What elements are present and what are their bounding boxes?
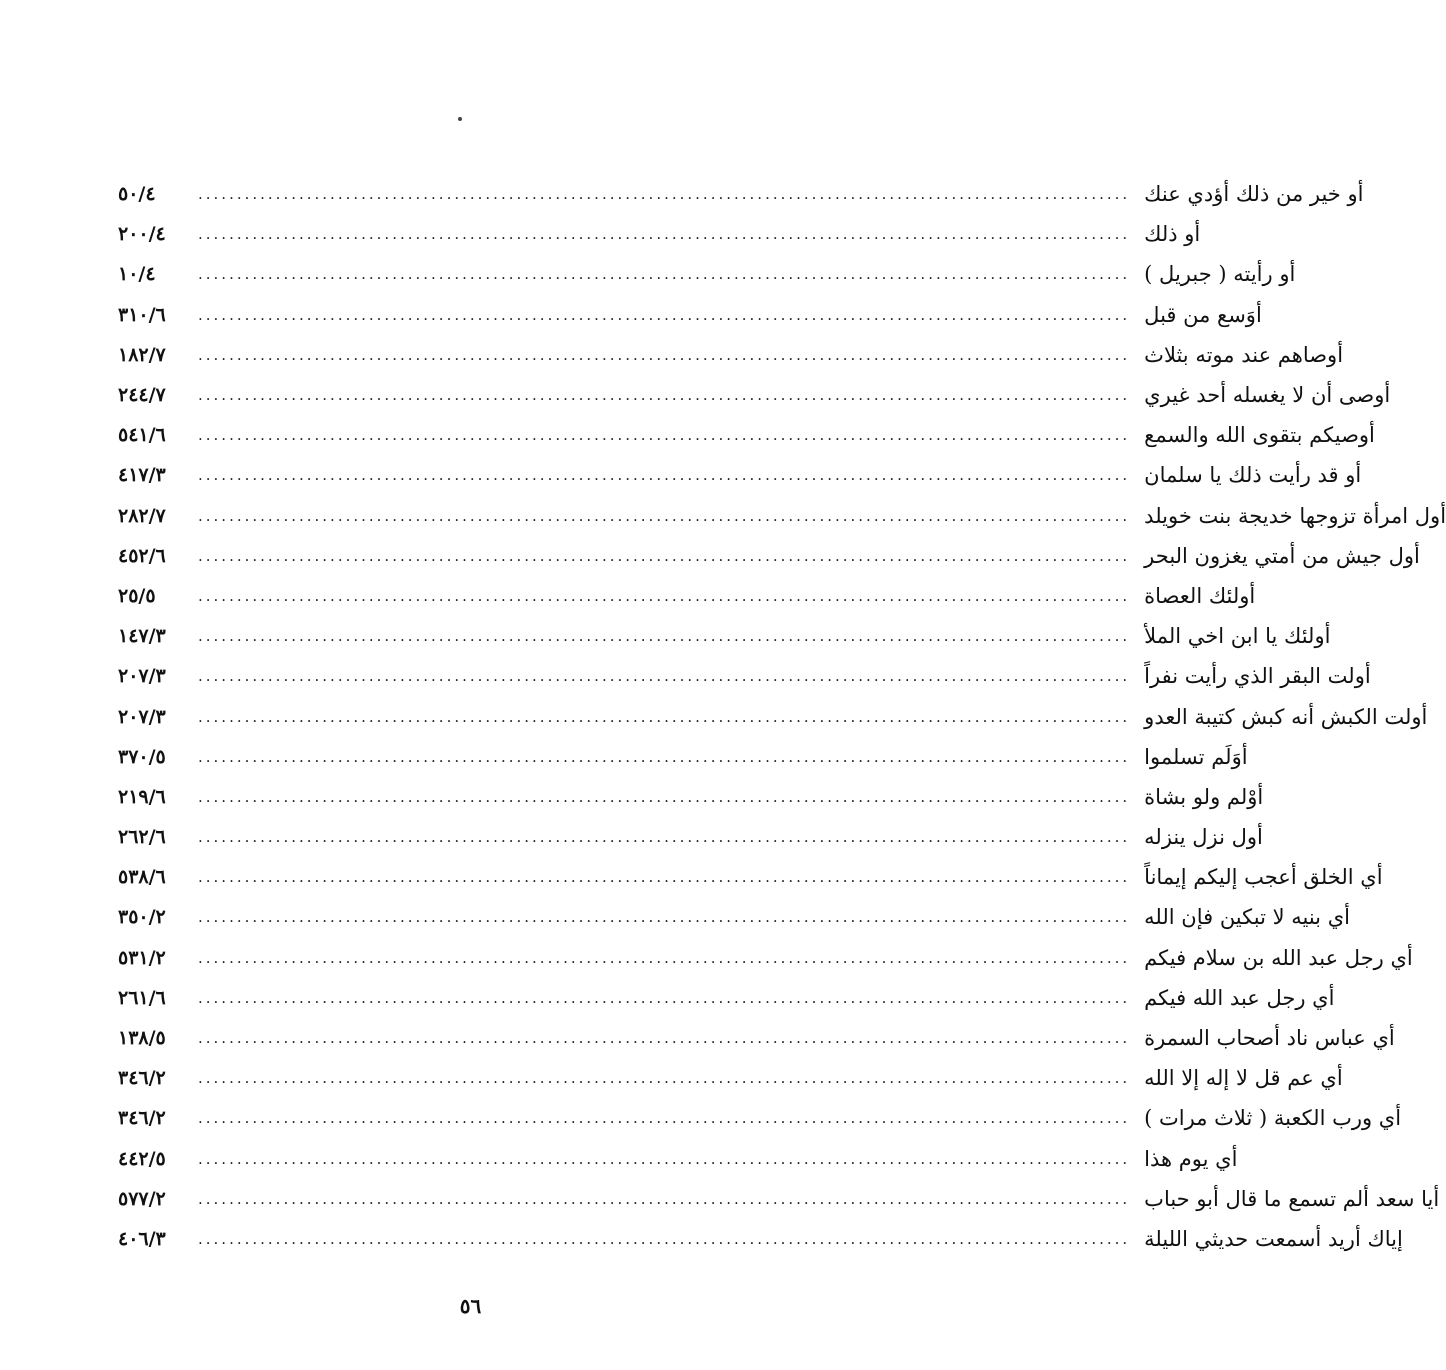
entry-text: أولت الكبش أنه كبش كتيبة العدو bbox=[1144, 704, 1428, 729]
entry-reference: ٢٠٠/٤ bbox=[118, 223, 166, 246]
entry-text: أي رجل عبد الله بن سلام فيكم bbox=[1144, 945, 1413, 970]
index-entry bbox=[118, 857, 1383, 897]
dot-leader: ........................................................................................................................ bbox=[198, 225, 1131, 244]
dot-leader: ........................................................................................................................ bbox=[198, 586, 1131, 605]
dot-leader: ........................................................................................................................ bbox=[198, 1069, 1131, 1088]
entry-text: أول جيش من أمتي يغزون البحر bbox=[1144, 543, 1420, 568]
entry-reference: ٢٦٢/٦ bbox=[118, 826, 166, 849]
entry-reference: ٢٦١/٦ bbox=[118, 986, 166, 1009]
entry-text: أو ذلك bbox=[1144, 222, 1201, 247]
entry-reference: ٤١٧/٣ bbox=[118, 464, 166, 487]
entry-reference: ٢٨٢/٧ bbox=[118, 504, 166, 527]
index-entry bbox=[118, 576, 1256, 616]
dot-leader: ........................................................................................................................ bbox=[198, 707, 1131, 726]
entry-text: أوصى أن لا يغسله أحد غيري bbox=[1144, 383, 1391, 408]
entry-reference: ٤٤٢/٥ bbox=[118, 1147, 166, 1170]
dot-leader: ........................................................................................................................ bbox=[198, 747, 1131, 766]
entry-reference: ٢٠٧/٣ bbox=[118, 705, 166, 728]
entry-text: أي رجل عبد الله فيكم bbox=[1144, 985, 1335, 1010]
index-entry bbox=[118, 375, 1391, 415]
entry-text: أوصاهم عند موته بثلاث bbox=[1144, 342, 1344, 367]
entry-text: أيا سعد ألم تسمع ما قال أبو حباب bbox=[1144, 1186, 1440, 1211]
dot-leader: ........................................................................................................................ bbox=[198, 1229, 1131, 1248]
dot-leader: ........................................................................................................................ bbox=[198, 426, 1131, 445]
entry-reference: ١٣٨/٥ bbox=[118, 1027, 166, 1050]
entry-text: أوَسع من قبل bbox=[1144, 302, 1262, 327]
entry-reference: ١٤٧/٣ bbox=[118, 625, 166, 648]
entry-text: أي الخلق أعجب إليكم إيماناً bbox=[1144, 865, 1383, 890]
entry-text: أول نزل ينزله bbox=[1144, 825, 1263, 850]
entry-reference: ٥٣٨/٦ bbox=[118, 866, 166, 889]
dot-leader: ........................................................................................................................ bbox=[198, 506, 1131, 525]
entry-text: أوصيكم بتقوى الله والسمع bbox=[1144, 423, 1375, 448]
index-entry bbox=[118, 897, 1350, 937]
dot-leader: ........................................................................................................................ bbox=[198, 1149, 1131, 1168]
index-list bbox=[118, 174, 1446, 1259]
index-entry bbox=[118, 656, 1371, 696]
entry-text: أي عم قل لا إله إلا الله bbox=[1144, 1066, 1343, 1091]
entry-text: أي بنيه لا تبكين فإن الله bbox=[1144, 905, 1350, 930]
index-entry bbox=[118, 1018, 1395, 1058]
entry-text: أو قد رأيت ذلك يا سلمان bbox=[1144, 463, 1362, 488]
dot-leader: ........................................................................................................................ bbox=[198, 988, 1131, 1007]
entry-text: أو رأيته ( جبريل ) bbox=[1144, 262, 1296, 287]
entry-text: أو خير من ذلك أؤدي عنك bbox=[1144, 182, 1364, 207]
index-entry bbox=[118, 1058, 1343, 1098]
dot-leader: ........................................................................................................................ bbox=[198, 305, 1131, 324]
entry-reference: ٢٥/٥ bbox=[118, 584, 156, 607]
entry-text: إياك أريد أسمعت حديثي الليلة bbox=[1144, 1226, 1403, 1251]
entry-reference: ٣١٠/٦ bbox=[118, 303, 166, 326]
entry-text: أوْلم ولو بشاة bbox=[1144, 784, 1264, 809]
entry-reference: ٣٧٠/٥ bbox=[118, 745, 166, 768]
entry-reference: ٤٠٦/٣ bbox=[118, 1227, 166, 1250]
entry-text: أولئك يا ابن اخي الملأ bbox=[1144, 624, 1331, 649]
entry-reference: ٥٣١/٢ bbox=[118, 946, 166, 969]
entry-reference: ٥٤١/٦ bbox=[118, 424, 166, 447]
dot-leader: ........................................................................................................................ bbox=[198, 787, 1131, 806]
index-entry bbox=[118, 254, 1296, 294]
entry-text: أولت البقر الذي رأيت نفراً bbox=[1144, 664, 1371, 689]
dot-leader: ........................................................................................................................ bbox=[198, 868, 1131, 887]
dot-leader: ........................................................................................................................ bbox=[198, 667, 1131, 686]
index-entry bbox=[118, 737, 1248, 777]
entry-reference: ٢١٩/٦ bbox=[118, 785, 166, 808]
page-number: ٥٦ bbox=[459, 1294, 482, 1318]
entry-reference: ٥٠/٤ bbox=[118, 183, 156, 206]
index-entry bbox=[118, 978, 1335, 1018]
index-entry bbox=[118, 1098, 1402, 1138]
index-entry bbox=[118, 1219, 1403, 1259]
index-entry bbox=[118, 295, 1262, 335]
dot-leader: ........................................................................................................................ bbox=[198, 265, 1131, 284]
index-entry bbox=[118, 777, 1264, 817]
dot-leader: ........................................................................................................................ bbox=[198, 908, 1131, 927]
entry-reference: ٣٤٦/٢ bbox=[118, 1067, 166, 1090]
entry-reference: ٢٤٤/٧ bbox=[118, 384, 166, 407]
index-entry bbox=[118, 696, 1428, 736]
index-entry bbox=[118, 616, 1331, 656]
dot-leader: ........................................................................................................................ bbox=[198, 1189, 1131, 1208]
entry-reference: ١٨٢/٧ bbox=[118, 343, 166, 366]
dot-leader: ........................................................................................................................ bbox=[198, 627, 1131, 646]
dot-leader: ........................................................................................................................ bbox=[198, 828, 1131, 847]
dot-leader: ........................................................................................................................ bbox=[198, 466, 1131, 485]
entry-text: أي ورب الكعبة ( ثلاث مرات ) bbox=[1144, 1106, 1402, 1131]
entry-text: أولئك العصاة bbox=[1144, 583, 1256, 608]
dot-leader: ........................................................................................................................ bbox=[198, 1029, 1131, 1048]
index-entry bbox=[118, 415, 1375, 455]
dot-leader: ........................................................................................................................ bbox=[198, 185, 1131, 204]
index-entry bbox=[118, 938, 1413, 978]
ink-mark bbox=[458, 117, 462, 121]
entry-reference: ٢٠٧/٣ bbox=[118, 665, 166, 688]
dot-leader: ........................................................................................................................ bbox=[198, 948, 1131, 967]
index-entry bbox=[118, 335, 1344, 375]
dot-leader: ........................................................................................................................ bbox=[198, 546, 1131, 565]
dot-leader: ........................................................................................................................ bbox=[198, 386, 1131, 405]
entry-text: أول امرأة تزوجها خديجة بنت خويلد bbox=[1144, 503, 1446, 528]
index-entry bbox=[118, 817, 1263, 857]
index-entry bbox=[118, 536, 1420, 576]
entry-reference: ٥٧٧/٢ bbox=[118, 1187, 166, 1210]
entry-reference: ٣٥٠/٢ bbox=[118, 906, 166, 929]
entry-reference: ٣٤٦/٢ bbox=[118, 1107, 166, 1130]
dot-leader: ........................................................................................................................ bbox=[198, 1109, 1131, 1128]
index-entry bbox=[118, 1139, 1238, 1179]
index-entry bbox=[118, 455, 1362, 495]
index-entry bbox=[118, 214, 1201, 254]
entry-reference: ١٠/٤ bbox=[118, 263, 156, 286]
dot-leader: ........................................................................................................................ bbox=[198, 345, 1131, 364]
entry-text: أوَلَم تسلموا bbox=[1144, 744, 1248, 769]
index-entry bbox=[118, 1179, 1440, 1219]
entry-reference: ٤٥٢/٦ bbox=[118, 544, 166, 567]
index-entry bbox=[118, 174, 1364, 214]
entry-text: أي يوم هذا bbox=[1144, 1146, 1238, 1171]
entry-text: أي عباس ناد أصحاب السمرة bbox=[1144, 1026, 1395, 1051]
index-entry bbox=[118, 496, 1446, 536]
